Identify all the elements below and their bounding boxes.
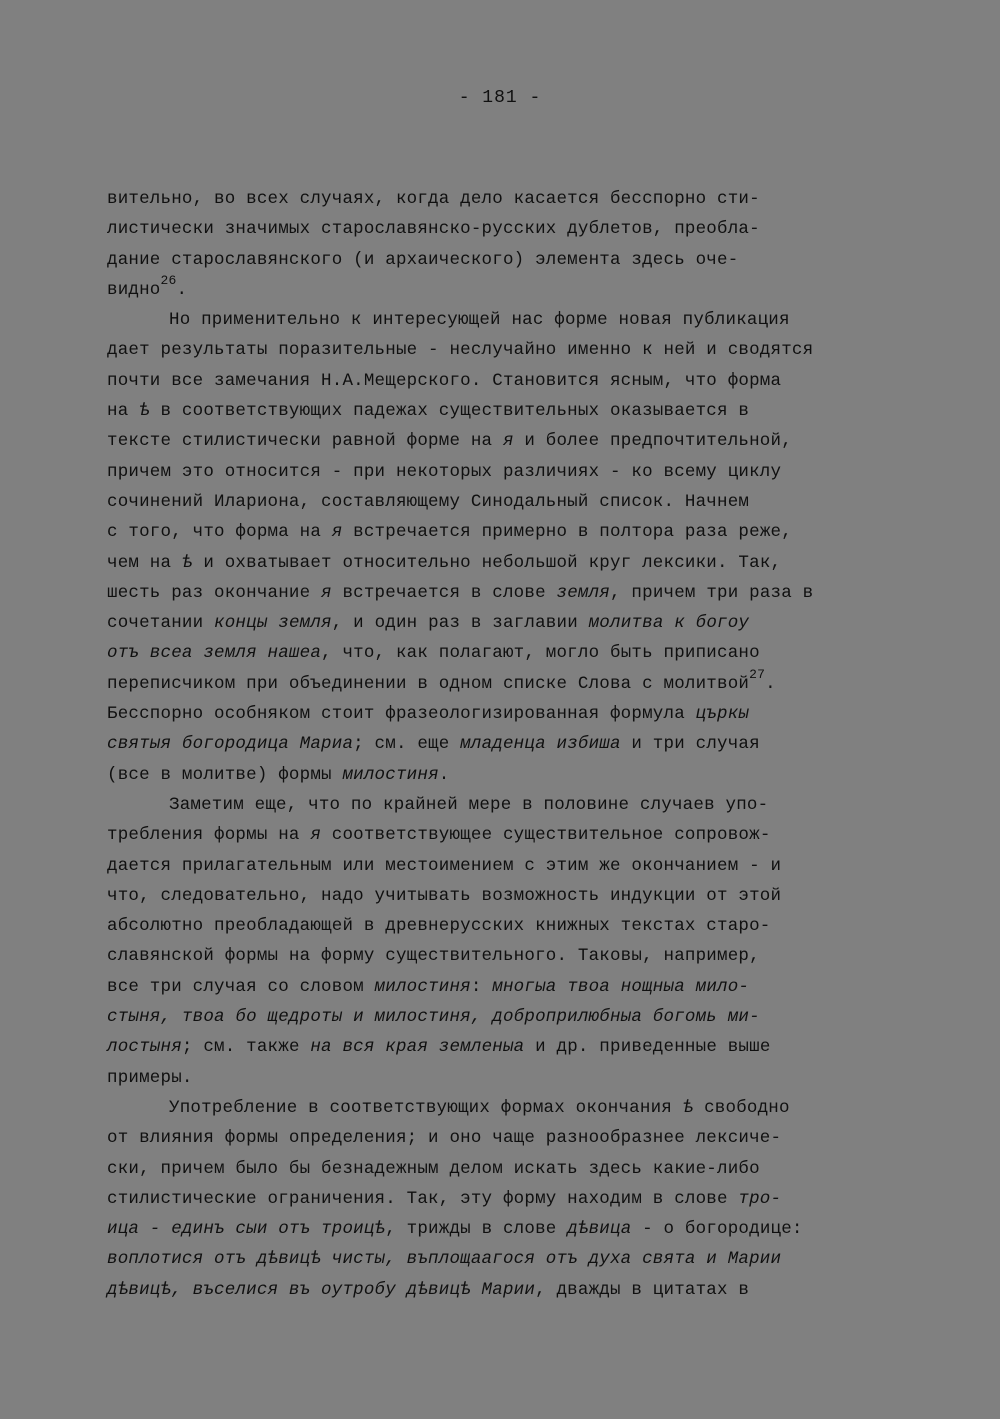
- text-line: [107, 972, 907, 1002]
- text-segment: Но применительно к интересующей нас форме новая публикация: [169, 310, 790, 331]
- text-segment: и др. приведенные выше: [524, 1037, 771, 1058]
- text-segment: - о богородице:: [631, 1219, 803, 1240]
- text-segment: и три случая: [620, 734, 760, 755]
- text-line: [107, 548, 907, 578]
- text-segment: и более предпочтительной,: [513, 431, 792, 452]
- text-line: [107, 911, 907, 941]
- text-line: [107, 245, 907, 275]
- text-segment: .: [765, 673, 776, 694]
- italic-quote: отъ всеа земля нашеа: [107, 643, 322, 664]
- italic-quote: стыня, твоа бо щедроты и милостиня, доброприлюбныа богомь ми-: [107, 1007, 760, 1028]
- footnote-marker: 26: [160, 272, 177, 288]
- text-segment: сочетании: [107, 613, 215, 634]
- text-line: [107, 820, 907, 850]
- text-segment: чем на: [107, 552, 182, 573]
- italic-quote: църкы: [695, 704, 750, 725]
- italic-quote: тро-: [738, 1188, 782, 1209]
- text-segment: требления формы на: [107, 825, 311, 846]
- page-number: - 181 -: [458, 88, 542, 108]
- text-line: [107, 1093, 907, 1123]
- text-line: [107, 1184, 907, 1214]
- italic-quote: дѣвицѣ, въселися въ оутробу дѣвицѣ Марии: [107, 1279, 536, 1300]
- text-segment: свободно: [693, 1097, 790, 1118]
- text-segment: , причем три раза в: [610, 582, 814, 603]
- italic-quote: младенца избиша: [460, 734, 621, 755]
- text-line: [107, 578, 907, 608]
- text-line: [107, 881, 907, 911]
- text-line: [107, 1032, 907, 1062]
- text-segment: :: [470, 976, 493, 997]
- text-segment: , что, как полагают, могло быть приписано: [321, 643, 760, 664]
- text-segment: .: [176, 279, 188, 300]
- footnote-marker: 27: [749, 666, 766, 682]
- text-segment: (все в молитве) формы: [107, 764, 343, 785]
- text-segment: славянской формы на форму существительного. Таковы, например,: [107, 946, 760, 967]
- text-line: [107, 184, 907, 214]
- text-segment: листически значимых старославянско-русских дублетов, преобла-: [107, 219, 760, 240]
- text-segment: причем это относится - при некоторых различиях - ко всему циклу: [107, 461, 782, 482]
- text-segment: вительно, во всех случаях, когда дело касается бесспорно сти-: [107, 189, 760, 209]
- text-segment: с того, что форма на: [107, 522, 332, 543]
- text-segment: .: [438, 764, 450, 785]
- text-line: [107, 638, 907, 668]
- text-segment: что, следовательно, надо учитывать возможность индукции от этой: [107, 885, 782, 906]
- italic-quote: на вся края земленыа: [310, 1037, 525, 1058]
- italic-quote: ѣ: [139, 401, 150, 422]
- text-segment: встречается примерно в полтора раза реже,: [342, 522, 792, 543]
- text-segment: ; см. еще: [353, 734, 461, 755]
- text-segment: , дважды в цитатах в: [535, 1279, 750, 1300]
- text-line: [107, 305, 907, 335]
- text-segment: абсолютно преобладающей в древнерусских книжных текстах старо-: [107, 916, 771, 937]
- text-segment: стилистические ограничения. Так, эту форму находим в слове: [107, 1188, 739, 1209]
- text-segment: сочинений Илариона, составляющему Синодальный список. Начнем: [107, 491, 750, 512]
- italic-quote: ѣ: [181, 552, 193, 573]
- italic-quote: я: [331, 522, 343, 543]
- italic-quote: святыя богородица Мариа: [107, 734, 354, 755]
- text-line: [107, 272, 907, 305]
- text-segment: почти все замечания Н.А.Мещерского. Становится ясным, что форма: [107, 370, 782, 391]
- text-line: [107, 1063, 907, 1093]
- italic-quote: я: [502, 431, 514, 452]
- text-segment: дание старославянского (и архаического) элемента здесь оче-: [107, 249, 739, 270]
- italic-quote: ѣ: [682, 1097, 694, 1118]
- text-segment: дает результаты поразительные - неслучайно именно к ней и сводятся: [107, 340, 814, 361]
- text-segment: в соответствующих падежах существительных оказывается в: [149, 401, 750, 422]
- italic-quote: ица - единъ сыи отъ троицѣ: [107, 1219, 386, 1240]
- text-segment: примеры.: [107, 1067, 193, 1088]
- text-segment: соответствующее существительное сопровож-: [321, 825, 771, 846]
- text-segment: переписчиком при объединении в одном списке Слова с молитвой: [107, 673, 750, 694]
- text-line: [107, 666, 907, 699]
- text-line: [107, 214, 907, 244]
- italic-quote: милостиня: [342, 764, 439, 785]
- text-line: [107, 1244, 907, 1274]
- text-segment: ; см. также: [181, 1037, 311, 1058]
- italic-quote: лостыня: [107, 1037, 182, 1058]
- text-line: [107, 760, 907, 790]
- italic-quote: я: [310, 825, 322, 846]
- text-segment: шесть раз окончание: [107, 582, 322, 603]
- text-line: [107, 1002, 907, 1032]
- text-segment: на: [107, 401, 140, 422]
- text-line: [107, 426, 907, 456]
- text-segment: ски, причем было бы безнадежным делом искать здесь какие-либо: [107, 1158, 760, 1179]
- text-line: [107, 941, 907, 971]
- text-line: [107, 790, 907, 820]
- text-segment: дается прилагательным или местоимением с этим же окончанием - и: [107, 855, 782, 876]
- text-line: [107, 335, 907, 365]
- text-segment: тексте стилистически равной форме на: [107, 431, 503, 452]
- body-text: [107, 184, 907, 1305]
- text-line: [107, 1154, 907, 1184]
- italic-quote: концы земля: [214, 613, 332, 634]
- text-segment: Заметим еще, что по крайней мере в половине случаев упо-: [169, 794, 769, 815]
- text-line: [107, 396, 907, 426]
- text-line: [107, 366, 907, 396]
- text-line: [107, 1275, 907, 1305]
- text-segment: Бесспорно особняком стоит фразеологизированная формула: [107, 704, 696, 725]
- italic-quote: земля: [556, 582, 611, 603]
- text-line: [107, 457, 907, 487]
- text-line: [107, 851, 907, 881]
- text-line: [107, 1214, 907, 1244]
- text-segment: все три случая со словом: [107, 976, 375, 997]
- italic-quote: дѣвица: [567, 1219, 632, 1240]
- text-segment: и охватывает относительно небольшой круг лексики. Так,: [192, 552, 782, 573]
- text-segment: , и один раз в заглавии: [331, 613, 589, 634]
- text-segment: от влияния формы определения; и оно чаще разнообразнее лексиче-: [107, 1128, 782, 1149]
- italic-quote: милостиня: [374, 976, 471, 997]
- text-line: [107, 608, 907, 638]
- text-segment: , трижды в слове: [385, 1219, 568, 1240]
- italic-quote: молитва к богоу: [588, 613, 750, 634]
- text-line: [107, 517, 907, 547]
- text-line: [107, 729, 907, 759]
- italic-quote: воплотися отъ дѣвицѣ чисты, въплощаагося отъ духа свята и Марии: [107, 1249, 782, 1270]
- italic-quote: многыа твоа нощныа мило-: [492, 976, 750, 997]
- text-segment: встречается в слове: [331, 582, 557, 603]
- text-line: [107, 487, 907, 517]
- text-segment: видно: [107, 279, 161, 300]
- text-line: [107, 699, 907, 729]
- italic-quote: я: [321, 582, 332, 603]
- text-segment: Употребление в соответствующих формах окончания: [169, 1097, 683, 1118]
- text-line: [107, 1123, 907, 1153]
